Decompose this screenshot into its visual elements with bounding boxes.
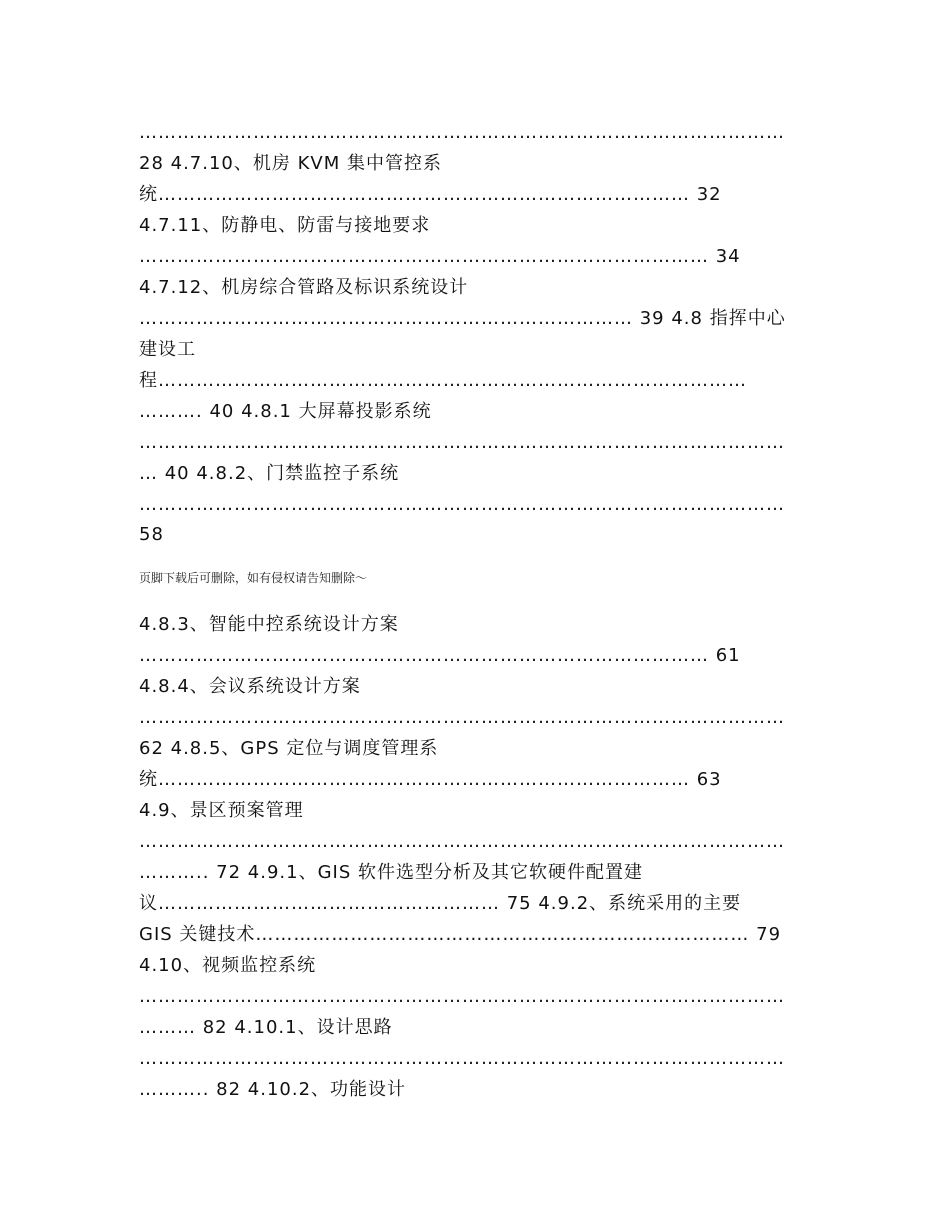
toc-line: ………………………………………………………………………………………… <box>139 494 785 515</box>
toc-line: 4.10、视频监控系统 <box>139 955 317 976</box>
toc-line: 28 4.7.10、机房 KVM 集中管控系 <box>139 153 442 174</box>
toc-line: 统………………………………………………………………………… 32 <box>139 184 722 205</box>
toc-line: ………………………………………………………………………………………… <box>139 707 785 728</box>
toc-line: ………………………………………………………………………………………… <box>139 1048 785 1069</box>
toc-line: GIS 关键技术…………………………………………………………………… 79 <box>139 924 782 945</box>
footer-note: 页脚下载后可删除，如有侵权请告知删除～ <box>139 571 368 585</box>
toc-line: … 40 4.8.2、门禁监控子系统 <box>139 463 400 484</box>
toc-line: ……….. 72 4.9.1、GIS 软件选型分析及其它软硬件配置建 <box>139 862 643 883</box>
toc-line: ………………………………………………………………………………………… <box>139 831 785 852</box>
toc-line: 4.8.4、会议系统设计方案 <box>139 676 361 697</box>
toc-line: 议……………………………………………… 75 4.9.2、系统采用的主要 <box>139 893 742 914</box>
toc-line: …………………………………………………………………… 39 4.8 指挥中心 <box>139 308 786 329</box>
toc-line: ……….. 82 4.10.2、功能设计 <box>139 1079 407 1100</box>
toc-line: 4.8.3、智能中控系统设计方案 <box>139 614 399 635</box>
toc-line: 4.7.12、机房综合管路及标识系统设计 <box>139 277 469 298</box>
toc-line: 程………………………………………………………………………………… <box>139 370 747 391</box>
toc-line: ………………………………………………………………………………………… <box>139 122 785 143</box>
toc-line: ………………………………………………………………………………………… <box>139 986 785 1007</box>
toc-line: 建设工 <box>139 339 196 360</box>
toc-line: 58 <box>139 524 164 545</box>
toc-line: ……… 82 4.10.1、设计思路 <box>139 1017 393 1038</box>
toc-line: 62 4.8.5、GPS 定位与调度管理系 <box>139 738 439 759</box>
toc-line: ……………………………………………………………………………… 61 <box>139 645 741 666</box>
toc-line: ……………………………………………………………………………… 34 <box>139 246 741 267</box>
toc-line: 4.9、景区预案管理 <box>139 800 304 821</box>
toc-line: ………………………………………………………………………………………… <box>139 432 785 453</box>
toc-line: ………. 40 4.8.1 大屏幕投影系统 <box>139 401 432 422</box>
toc-line: 4.7.11、防静电、防雷与接地要求 <box>139 215 431 236</box>
toc-line: 统………………………………………………………………………… 63 <box>139 769 722 790</box>
